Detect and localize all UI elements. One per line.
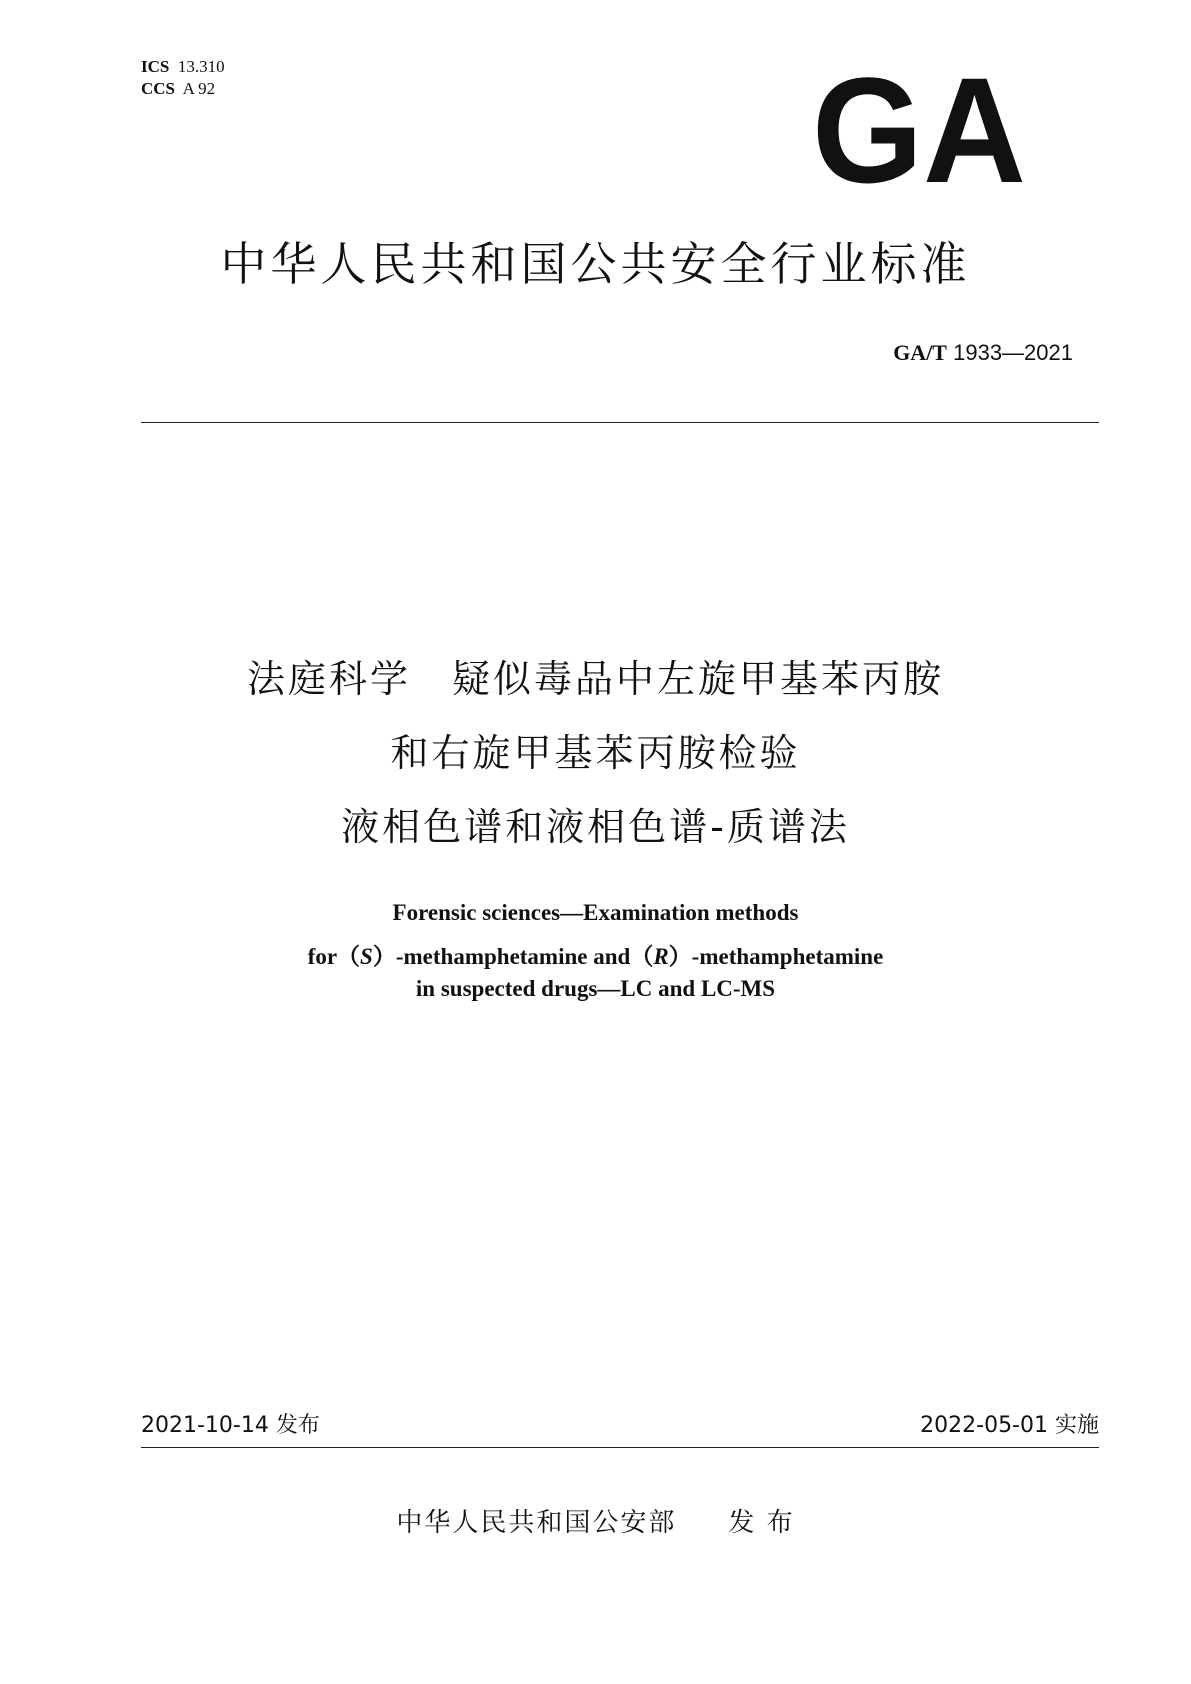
publisher [0,1502,1191,1539]
ics-label: ICS [141,57,170,76]
ccs-value: A 92 [182,79,216,98]
title-en-line2-pre: for（ [307,944,361,969]
logo-text: GA [812,72,1026,190]
header-divider [141,422,1099,423]
ccs-code [141,78,225,100]
title-en-line3: in suspected drugs—LC and LC-MS [415,976,776,1001]
issue-date: 2021-10-14 发布 [141,1413,320,1438]
publisher-name: 中华人民共和国公安部 [396,1508,677,1538]
effective-date: 2022-05-01 实施 [920,1413,1099,1438]
publish-action: 发 布 [728,1508,795,1538]
code-prefix: GA/T [893,340,947,365]
stereo-r: R [653,944,669,969]
title-zh-line1: 法庭科学 疑似毒品中左旋甲基苯丙胺 [246,657,944,701]
ga-logo [808,72,1030,190]
title-en-line2-post: ）-methamphetamine [668,944,884,969]
title-zh-line3: 液相色谱和液相色谱-质谱法 [341,805,850,849]
title-en-line2 [0,938,1191,971]
code-number: 1933—2021 [953,340,1073,365]
standard-code [893,340,1073,366]
classification-codes [141,56,225,100]
title-en-line1: Forensic sciences—Examination methods [392,900,799,925]
footer-divider [141,1447,1099,1448]
stereo-s: S [360,944,373,969]
title-zh-line2: 和右旋甲基苯丙胺检验 [390,731,801,775]
standard-category: 中华人民共和国公共安全行业标准 [220,237,971,291]
ics-value: 13.310 [177,57,225,76]
ics-code [141,56,225,78]
ccs-label: CCS [141,79,176,98]
title-en-line2-mid: ）-methamphetamine and（ [372,944,654,969]
